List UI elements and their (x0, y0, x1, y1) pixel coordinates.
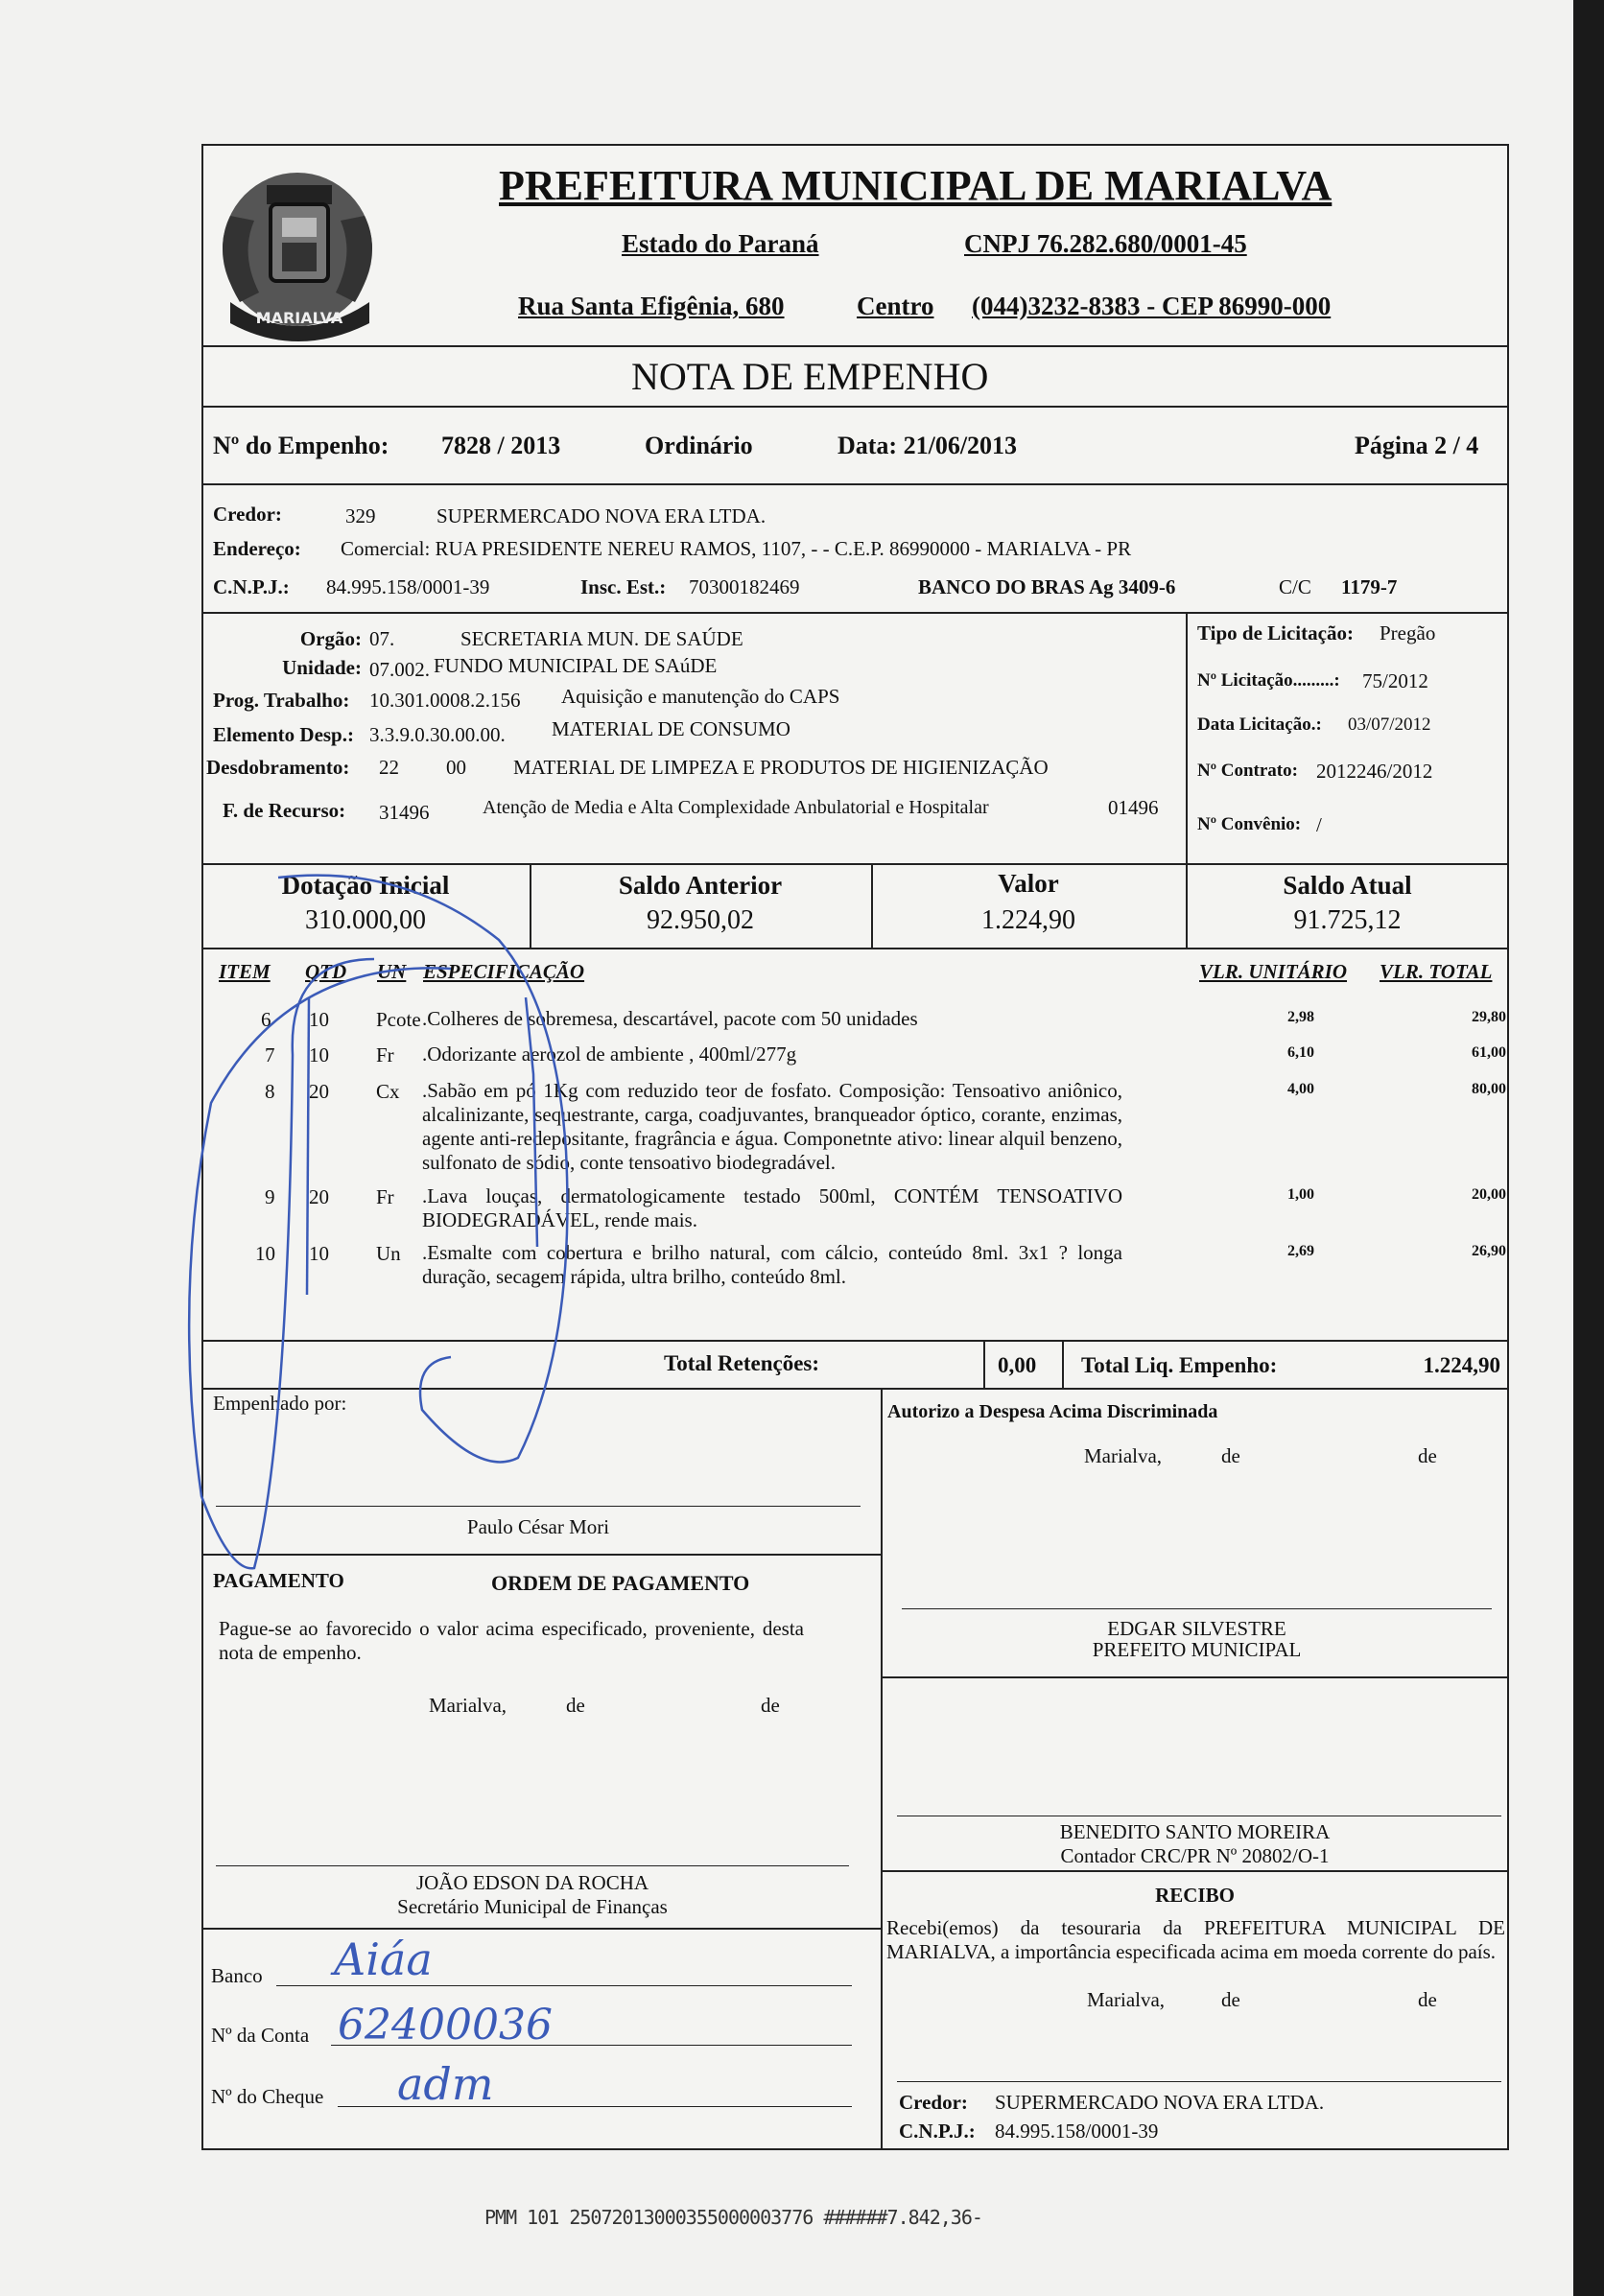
total-liq-value: 1.224,90 (1423, 1353, 1500, 1377)
recibo-de1: de (1221, 1988, 1240, 2011)
row-un: Cx (376, 1080, 400, 1103)
conta-handwritten: 62400036 (338, 2001, 553, 2050)
contrato-value: 2012246/2012 (1316, 760, 1433, 783)
row-desc: .Sabão em pó 1Kg com reduzido teor de fosfato. Composição: Tensoativo aniônico, alcalinizante, sequestrante, carga, coadjuvantes, branqueador óptico, corante, enzimas, agente anti-redepositante, fragrância e água. Componetnte ativo: linear alquil benzeno, sulfonato de sódio, conte tensoativo biodegradável. (422, 1079, 1122, 1174)
pagamento-de2: de (761, 1694, 780, 1717)
contador-role: Contador CRC/PR Nº 20802/O-1 (1060, 1844, 1330, 1867)
recibo-place: Marialva, (1087, 1988, 1166, 2011)
fonte-label: F. de Recurso: (223, 799, 346, 822)
row-item: 7 (265, 1043, 275, 1066)
saldo-atual-label: Saldo Atual (1283, 871, 1412, 900)
row-total: 26,90 (1472, 1243, 1506, 1259)
endereco-label: Endereço: (213, 537, 301, 560)
recibo-credor-value: SUPERMERCADO NOVA ERA LTDA. (995, 2091, 1325, 2114)
empenho-number: 7828 / 2013 (441, 432, 561, 459)
col-qtd: QTD (305, 960, 347, 983)
total-retencoes-label: Total Retenções: (664, 1351, 820, 1375)
licitacao-num-value: 75/2012 (1362, 669, 1428, 692)
elem-label: Elemento Desp.: (213, 723, 354, 746)
row-item: 9 (265, 1185, 275, 1208)
desd-code: 22 (379, 756, 399, 779)
row-un: Pcote (376, 1008, 421, 1031)
row-un: Un (376, 1242, 401, 1265)
row-item: 10 (255, 1242, 275, 1265)
contador-name: BENEDITO SANTO MOREIRA (1059, 1820, 1331, 1843)
dotacao-inicial-label: Dotação Inicial (281, 871, 450, 900)
banco-label: Banco (211, 1964, 263, 1987)
tipo-licitacao-label: Tipo de Licitação: (1197, 621, 1354, 644)
row-qtd: 10 (309, 1043, 329, 1066)
cc-value: 1179-7 (1341, 575, 1398, 598)
row-unit: 6,10 (1287, 1044, 1314, 1061)
autorizo-de1: de (1221, 1444, 1240, 1467)
recibo-credor-label: Credor: (899, 2091, 968, 2114)
col-total-value: VLR. TOTAL (1380, 960, 1493, 983)
recibo-de2: de (1418, 1988, 1437, 2011)
desd-label: Desdobramento: (206, 756, 350, 779)
row-qtd: 10 (309, 1242, 329, 1265)
row-desc: .Odorizante aerozol de ambiente , 400ml/277g (422, 1043, 797, 1066)
saldo-anterior-value: 92.950,02 (647, 905, 754, 935)
saldo-anterior-label: Saldo Anterior (618, 871, 783, 900)
cc-label: C/C (1279, 575, 1311, 598)
row-total: 20,00 (1472, 1186, 1506, 1203)
empenhado-name: Paulo César Mori (466, 1515, 610, 1538)
autorizo-place: Marialva, (1084, 1444, 1163, 1467)
row-un: Fr (376, 1185, 394, 1208)
page-title: PREFEITURA MUNICIPAL DE MARIALVA (499, 162, 1333, 209)
cheque-label: Nº do Cheque (211, 2085, 324, 2108)
elem-code: 3.3.9.0.30.00.00. (369, 723, 506, 746)
valor-value: 1.224,90 (981, 905, 1075, 935)
valor-label: Valor (998, 869, 1059, 898)
prog-label: Prog. Trabalho: (213, 689, 350, 712)
cnpj-label: C.N.P.J.: (213, 575, 290, 598)
unidade-code: 07.002. (369, 658, 430, 681)
fonte-name: Atenção de Media e Alta Complexidade Anbulatorial e Hospitalar (483, 797, 989, 818)
row-total: 61,00 (1472, 1044, 1506, 1061)
prog-code: 10.301.0008.2.156 (369, 689, 521, 712)
licitacao-date-value: 03/07/2012 (1348, 715, 1431, 735)
autorizo-de2: de (1418, 1444, 1437, 1467)
col-item: ITEM (219, 960, 271, 983)
insc-label: Insc. Est.: (580, 575, 667, 598)
row-desc: .Colheres de sobremesa, descartável, pacote com 50 unidades (422, 1007, 918, 1030)
row-desc: .Lava louças, dermatologicamente testado 500ml, CONTÉM TENSOATIVO BIODEGRADÁVEL, rende mais. (422, 1184, 1122, 1231)
row-un: Fr (376, 1043, 394, 1066)
empenho-number-label: Nº do Empenho: (213, 432, 389, 459)
desd-name: MATERIAL DE LIMPEZA E PRODUTOS DE HIGIENIZAÇÃO (513, 756, 1049, 779)
conta-label: Nº da Conta (211, 2024, 310, 2047)
recibo-cnpj-label: C.N.P.J.: (899, 2120, 976, 2143)
insc-value: 70300182469 (689, 575, 800, 598)
prog-name: Aquisição e manutenção do CAPS (561, 685, 840, 708)
credor-name: SUPERMERCADO NOVA ERA LTDA. (436, 504, 767, 527)
saldo-atual-value: 91.725,12 (1293, 905, 1402, 935)
recibo-text: Recebi(emos) da tesouraria da PREFEITURA MUNICIPAL DE MARIALVA, a importância especificada acima em moeda corrente do país. (886, 1916, 1505, 1963)
district: Centro (857, 292, 934, 320)
row-unit: 2,69 (1287, 1243, 1314, 1259)
cnpj-header: CNPJ 76.282.680/0001-45 (964, 229, 1247, 258)
endereco-value: Comercial: RUA PRESIDENTE NEREU RAMOS, 1107, - - C.E.P. 86990000 - MARIALVA - PR (341, 537, 1132, 560)
row-qtd: 10 (309, 1008, 329, 1031)
bank-info: BANCO DO BRAS Ag 3409-6 (918, 575, 1176, 598)
recibo-cnpj-value: 84.995.158/0001-39 (995, 2120, 1159, 2143)
fonte-extra: 01496 (1108, 796, 1159, 819)
pagamento-place: Marialva, (429, 1694, 507, 1717)
autorizo-title: Autorizo a Despesa Acima Discriminada (887, 1401, 1218, 1422)
licitacao-date-label: Data Licitação.: (1197, 715, 1322, 735)
contrato-label: Nº Contrato: (1197, 761, 1298, 781)
row-desc: .Esmalte com cobertura e brilho natural, com cálcio, conteúdo 8ml. 3x1 ? longa duração, secagem rápida, ultra brilho, conteúdo 8ml. (422, 1241, 1122, 1288)
empenhado-label: Empenhado por: (213, 1392, 347, 1415)
row-unit: 2,98 (1287, 1009, 1314, 1025)
total-retencoes-value: 0,00 (998, 1353, 1037, 1377)
page-number: Página 2 / 4 (1355, 432, 1479, 459)
orgao-name: SECRETARIA MUN. DE SAÚDE (460, 627, 743, 650)
unidade-label: Unidade: (282, 656, 362, 679)
convenio-value: / (1316, 813, 1322, 836)
pagamento-label: PAGAMENTO (213, 1569, 344, 1592)
banco-handwritten: Aiáa (334, 1933, 433, 1985)
convenio-label: Nº Convênio: (1197, 814, 1302, 834)
phone-cep: (044)3232-8383 - CEP 86990-000 (972, 292, 1332, 320)
street-address: Rua Santa Efigênia, 680 (518, 292, 785, 320)
svg-text:MARIALVA: MARIALVA (255, 309, 343, 327)
col-especificacao: ESPECIFICAÇÃO (423, 960, 585, 983)
credor-code: 329 (345, 504, 376, 527)
tipo-licitacao-value: Pregão (1380, 621, 1436, 644)
secretario-name: JOÃO EDSON DA ROCHA (415, 1871, 649, 1894)
elem-name: MATERIAL DE CONSUMO (552, 717, 790, 740)
orgao-code: 07. (369, 627, 395, 650)
empenho-type: Ordinário (645, 432, 753, 459)
licitacao-num-label: Nº Licitação.........: (1197, 670, 1340, 691)
col-un: UN (377, 960, 407, 983)
cnpj-value: 84.995.158/0001-39 (326, 575, 490, 598)
row-total: 80,00 (1472, 1081, 1506, 1097)
fonte-code: 31496 (379, 801, 430, 824)
prefeito-name: EDGAR SILVESTRE (1107, 1617, 1286, 1640)
row-item: 6 (261, 1008, 271, 1031)
prefeito-role: PREFEITO MUNICIPAL (1092, 1638, 1302, 1661)
recibo-title: RECIBO (1155, 1884, 1235, 1907)
empenho-date: Data: 21/06/2013 (837, 432, 1018, 459)
row-total: 29,80 (1472, 1009, 1506, 1025)
ordem-pagamento-title: ORDEM DE PAGAMENTO (491, 1571, 750, 1595)
row-item: 8 (265, 1080, 275, 1103)
total-liq-label: Total Liq. Empenho: (1081, 1353, 1278, 1377)
doc-title: NOTA DE EMPENHO (631, 355, 989, 398)
desd-sub: 00 (446, 756, 466, 779)
footer-code: PMM 101 25072013000355000003776 ######7.842,36- (484, 2206, 982, 2229)
pagamento-de1: de (566, 1694, 585, 1717)
pagamento-text: Pague-se ao favorecido o valor acima especificado, proveniente, desta nota de empenho. (219, 1617, 804, 1664)
secretario-role: Secretário Municipal de Finanças (397, 1895, 668, 1918)
orgao-label: Orgão: (299, 627, 362, 650)
col-unit-value: VLR. UNITÁRIO (1199, 960, 1348, 983)
row-qtd: 20 (309, 1080, 329, 1103)
cheque-handwritten: adm (397, 2058, 494, 2110)
row-unit: 4,00 (1287, 1081, 1314, 1097)
row-unit: 1,00 (1287, 1186, 1314, 1203)
credor-label: Credor: (213, 503, 282, 526)
state-name: Estado do Paraná (622, 229, 819, 258)
unidade-name: FUNDO MUNICIPAL DE SAúDE (434, 654, 718, 677)
row-qtd: 20 (309, 1185, 329, 1208)
dotacao-inicial-value: 310.000,00 (305, 905, 426, 935)
